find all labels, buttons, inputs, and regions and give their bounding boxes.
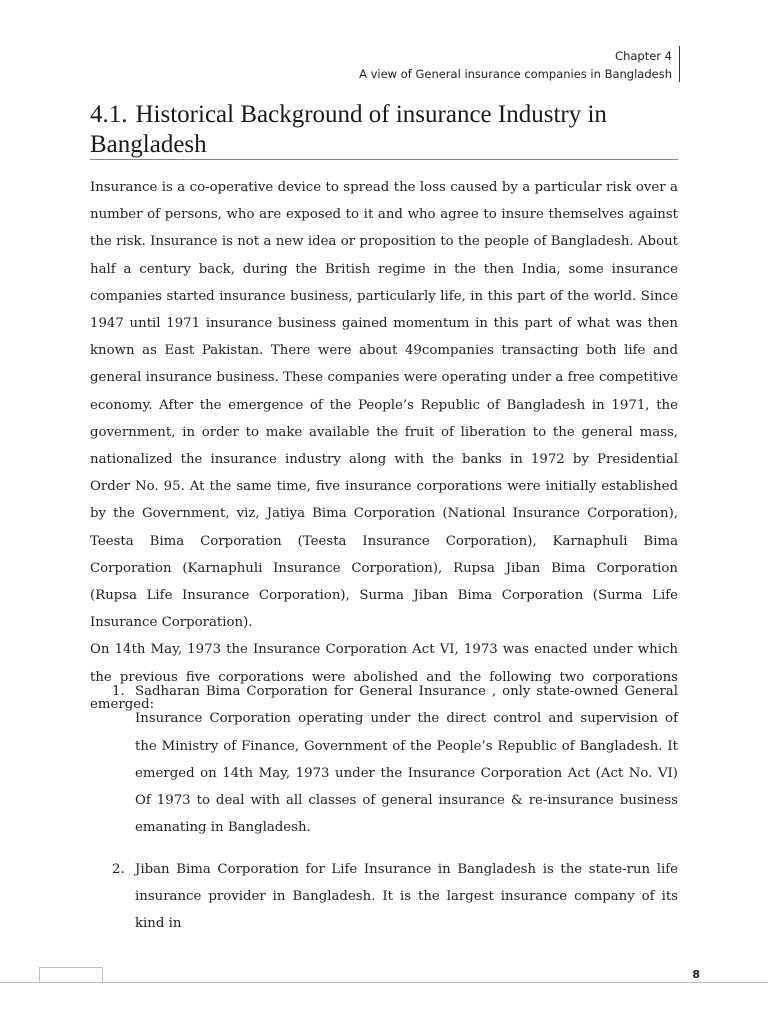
heading-underline: [90, 159, 678, 160]
paragraph: On 14th May, 1973 the Insurance Corporation Act VI, 1973 was enacted under which the previous five corporations were abolished and the following two corporations emerged:: [90, 642, 678, 712]
body-text: [90, 174, 678, 718]
footer-divider: [0, 982, 768, 983]
paragraph: Insurance is a co-operative device to spread the loss caused by a particular risk over a number of persons, who are exposed to it and who agree to insure themselves against the risk. Insurance is not a new idea or proposition to the people of Bangladesh. About half a century back, during the British regime in the then India, some insurance companies started insurance business, particularly life, in this part of the world. Since 1947 until 1971 insurance business gained momentum in this part of what was then known as East Pakistan. There were about 49companies transacting both life and general insurance business. These companies were operating under a free competitive economy. After the emergence of the People’s Republic of Bangladesh in 1971, the government, in order to make available the fruit of liberation to the general mass, nationalized the insurance industry along with the banks in 1972 by Presidential Order No. 95. At the same time, five insurance corporations were initially established by the Government, viz, Jatiya Bima Corporation (National Insurance Corporation), Teesta Bima Corporation (Teesta Insurance Corporation), Karnaphuli Bima Corporation (Karnaphuli Insurance Corporation), Rupsa Jiban Bima Corporation (Rupsa Life Insurance Corporation), Surma Jiban Bima Corporation (Surma Life Insurance Corporation).: [90, 180, 678, 631]
list-marker: 2.: [112, 861, 125, 877]
list-item: [90, 678, 678, 842]
section-heading: [90, 100, 678, 160]
footer-tab: [39, 967, 103, 983]
chapter-label: Chapter 4: [615, 49, 672, 63]
numbered-list: [90, 678, 678, 952]
page-number: 8: [692, 968, 700, 981]
list-marker: 1.: [112, 684, 125, 699]
list-item-text: Sadharan Bima Corporation for General Insurance , only state-owned General Insurance Corporation operating under the direct control and supervision of the Ministry of Finance, Government of the People’s Republic of Bangladesh. It emerged on 14th May, 1973 under the Insurance Corporation Act (Act No. VI) Of 1973 to deal with all classes of general insurance & re-insurance business emanating in Bangladesh.: [135, 684, 678, 836]
running-header: [359, 47, 672, 83]
list-item-text: Jiban Bima Corporation for Life Insurance in Bangladesh is the state-run life insurance provider in Bangladesh. It is the largest insurance company of its kind in: [135, 861, 678, 932]
section-title: Historical Background of insurance Industry in Bangladesh: [90, 101, 607, 158]
header-divider: [679, 46, 680, 82]
list-item: [90, 856, 678, 938]
chapter-subtitle: A view of General insurance companies in Bangladesh: [359, 67, 672, 81]
section-number: 4.1.: [90, 101, 128, 128]
